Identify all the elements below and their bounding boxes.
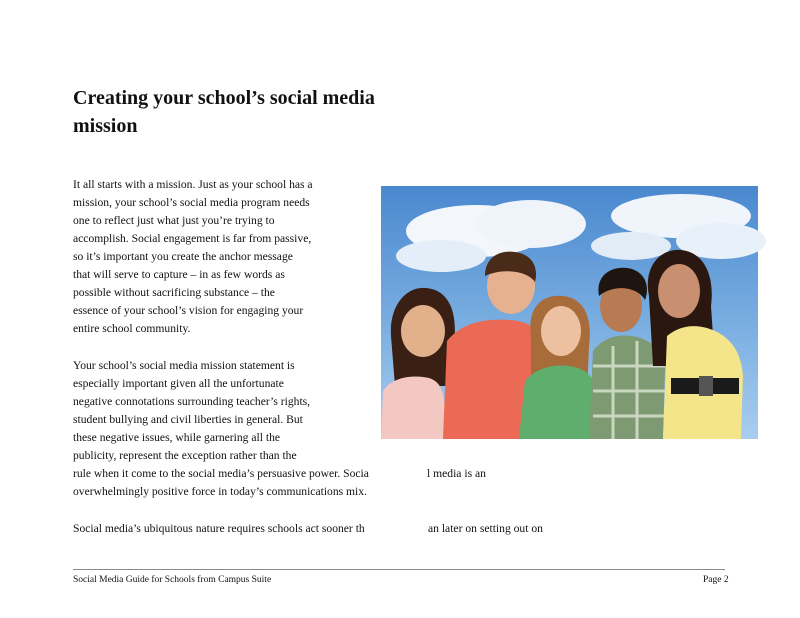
paragraph-line: rule when it come to the social media’s persuasive power. Socia: [73, 467, 369, 480]
paragraph-line: student bullying and civil liberties in general. But: [73, 413, 303, 426]
paragraph-line: It all starts with a mission. Just as your school has a: [73, 178, 313, 191]
paragraph-line: essence of your school’s vision for engaging your: [73, 304, 304, 317]
paragraph-line: entire school community.: [73, 322, 191, 335]
paragraph-line: publicity, represent the exception rather than the: [73, 449, 297, 462]
footer-rule: [73, 569, 725, 570]
page-number: Page 2: [703, 575, 729, 585]
paragraph-line: especially important given all the unfortunate: [73, 377, 284, 390]
paragraph-line: possible without sacrificing substance – the: [73, 286, 275, 299]
paragraph-line: negative connotations surrounding teacher’s rights,: [73, 395, 311, 408]
paragraph-line: these negative issues, while garnering all the: [73, 431, 281, 444]
teens-group-photo: [381, 186, 758, 439]
footer-text: Social Media Guide for Schools from Campus Suite: [73, 575, 272, 585]
paragraph-line-continuation: l media is an: [427, 467, 486, 480]
paragraph-line: accomplish. Social engagement is far from passive,: [73, 232, 312, 245]
paragraph-line: one to reflect just what just you’re trying to: [73, 214, 275, 227]
page-title: Creating your school’s social media mission: [73, 87, 375, 137]
paragraph-line: mission, your school’s social media program needs: [73, 196, 310, 209]
paragraph-line: overwhelmingly positive force in today’s communications mix.: [73, 485, 367, 498]
paragraph-line: that will serve to capture – in as few words as: [73, 268, 285, 281]
paragraph-line-continuation: an later on setting out on: [428, 522, 543, 535]
paragraph-line: so it’s important you create the anchor message: [73, 250, 293, 263]
paragraph-line: Your school’s social media mission statement is: [73, 359, 295, 372]
paragraph-line: Social media’s ubiquitous nature requires schools act sooner th: [73, 522, 365, 535]
